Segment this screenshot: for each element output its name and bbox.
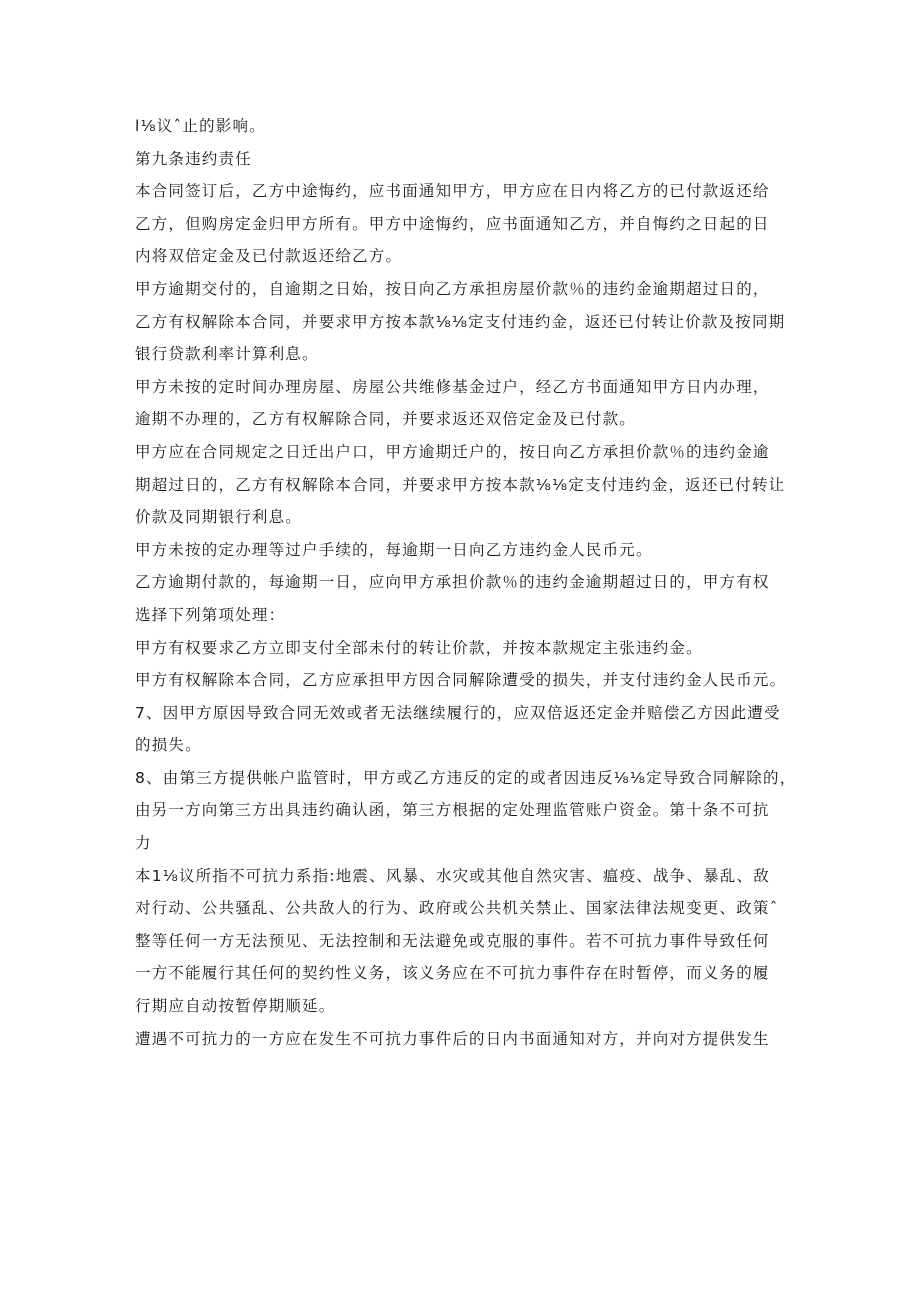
text-line: 乙方逾期付款的，每逾期一日，应向甲方承担价款％的违约金逾期超过日的，甲方有权 — [135, 573, 770, 592]
text-line: 乙方有权解除本合同，并要求甲方按本款⅛⅛定支付违约金，返还已付转让价款及按同期 — [135, 312, 786, 331]
text-line: 遭遇不可抗力的一方应在发生不可抗力事件后的日内书面通知对方，并向对方提供发生 — [135, 1029, 770, 1048]
text-line: 甲方有权要求乙方立即支付全部未付的转让价款，并按本款规定主张违约金。 — [135, 638, 703, 657]
paragraph — [135, 273, 790, 371]
text-line: 对行动、公共骚乱、公共敌人的行为、政府或公共机关禁止、国家法律法规变更、政策ˆ — [135, 899, 779, 918]
paragraph — [135, 664, 790, 697]
paragraph — [135, 110, 790, 143]
document-page — [135, 110, 797, 1055]
paragraph — [135, 534, 790, 567]
text-line: 行期应自动按暂停期顺延。 — [135, 997, 336, 1016]
text-line: 本1⅛议所指不可抗力系指:地震、风暴、水灾或其他自然灾害、瘟疫、战争、暴乱、敌 — [135, 866, 770, 885]
text-line: 乙方，但购房定金归甲方所有。甲方中途悔约，应书面通知乙方，并自悔约之日起的日 — [135, 214, 770, 233]
text-line: l⅛议ˆ止的影响。 — [135, 117, 266, 135]
paragraph — [135, 632, 790, 665]
text-line: 甲方未按的定办理等过户手续的，每逾期一日向乙方违约金人民币元。 — [135, 540, 653, 559]
text-line: 的损失。 — [135, 736, 202, 755]
paragraph — [135, 1023, 790, 1056]
text-line: 内将双倍定金及已付款返还给乙方。 — [135, 247, 403, 266]
text-line: 价款及同期银行利息。 — [135, 508, 303, 527]
paragraph — [135, 697, 790, 762]
text-line: 甲方逾期交付的，自逾期之日始，按日向乙方承担房屋价款％的违约金逾期超过日的， — [135, 279, 770, 298]
text-line: 选择下列第项处理： — [135, 605, 286, 624]
text-line: 整等任何一方无法预见、无法控制和无法避免或克服的事件。若不可抗力事件导致任何 — [135, 931, 770, 950]
text-line: 一方不能履行其任何的契约性义务，该义务应在不可抗力事件存在时暂停，而义务的履 — [135, 964, 770, 983]
text-line: 甲方未按的定时间办理房屋、房屋公共维修基金过户，经乙方书面通知甲方日内办理， — [135, 377, 770, 396]
text-line: 第九条违约责任 — [135, 149, 252, 168]
text-line: 甲方有权解除本合同，乙方应承担甲方因合同解除遭受的损失，并支付违约金人民币元。 — [135, 671, 787, 690]
paragraph — [135, 175, 790, 273]
text-line: 期超过日的，乙方有权解除本合同，并要求甲方按本款⅛⅛定支付违约金，返还已付转让 — [135, 475, 786, 494]
text-line: 本合同签订后，乙方中途悔约，应书面通知甲方，甲方应在日内将乙方的已付款返还给 — [135, 182, 770, 201]
paragraph — [135, 371, 790, 436]
text-line: 8、由第三方提供帐户监管时，甲方或乙方违反的定的或者因违反⅛⅛定导致合同解除的， — [135, 768, 797, 787]
paragraph — [135, 762, 797, 860]
text-line: 力 — [135, 834, 152, 853]
text-line: 由另一方向第三方出具违约确认函，第三方根据的定处理监管账户资金。第十条不可抗 — [135, 801, 770, 820]
paragraph — [135, 143, 790, 176]
text-line: 甲方应在合同规定之日迁出户口，甲方逾期迁户的，按日向乙方承担价款％的违约金逾 — [135, 442, 770, 461]
text-line: 逾期不办理的，乙方有权解除合同，并要求返还双倍定金及已付款。 — [135, 410, 637, 429]
paragraph — [135, 566, 790, 631]
paragraph — [135, 436, 790, 534]
paragraph — [135, 860, 790, 1023]
text-line: 银行贷款利率计算利息。 — [135, 345, 319, 364]
text-line: 7、因甲方原因导致合同无效或者无法继续履行的，应双倍返还定金并赔偿乙方因此遭受 — [135, 703, 781, 722]
